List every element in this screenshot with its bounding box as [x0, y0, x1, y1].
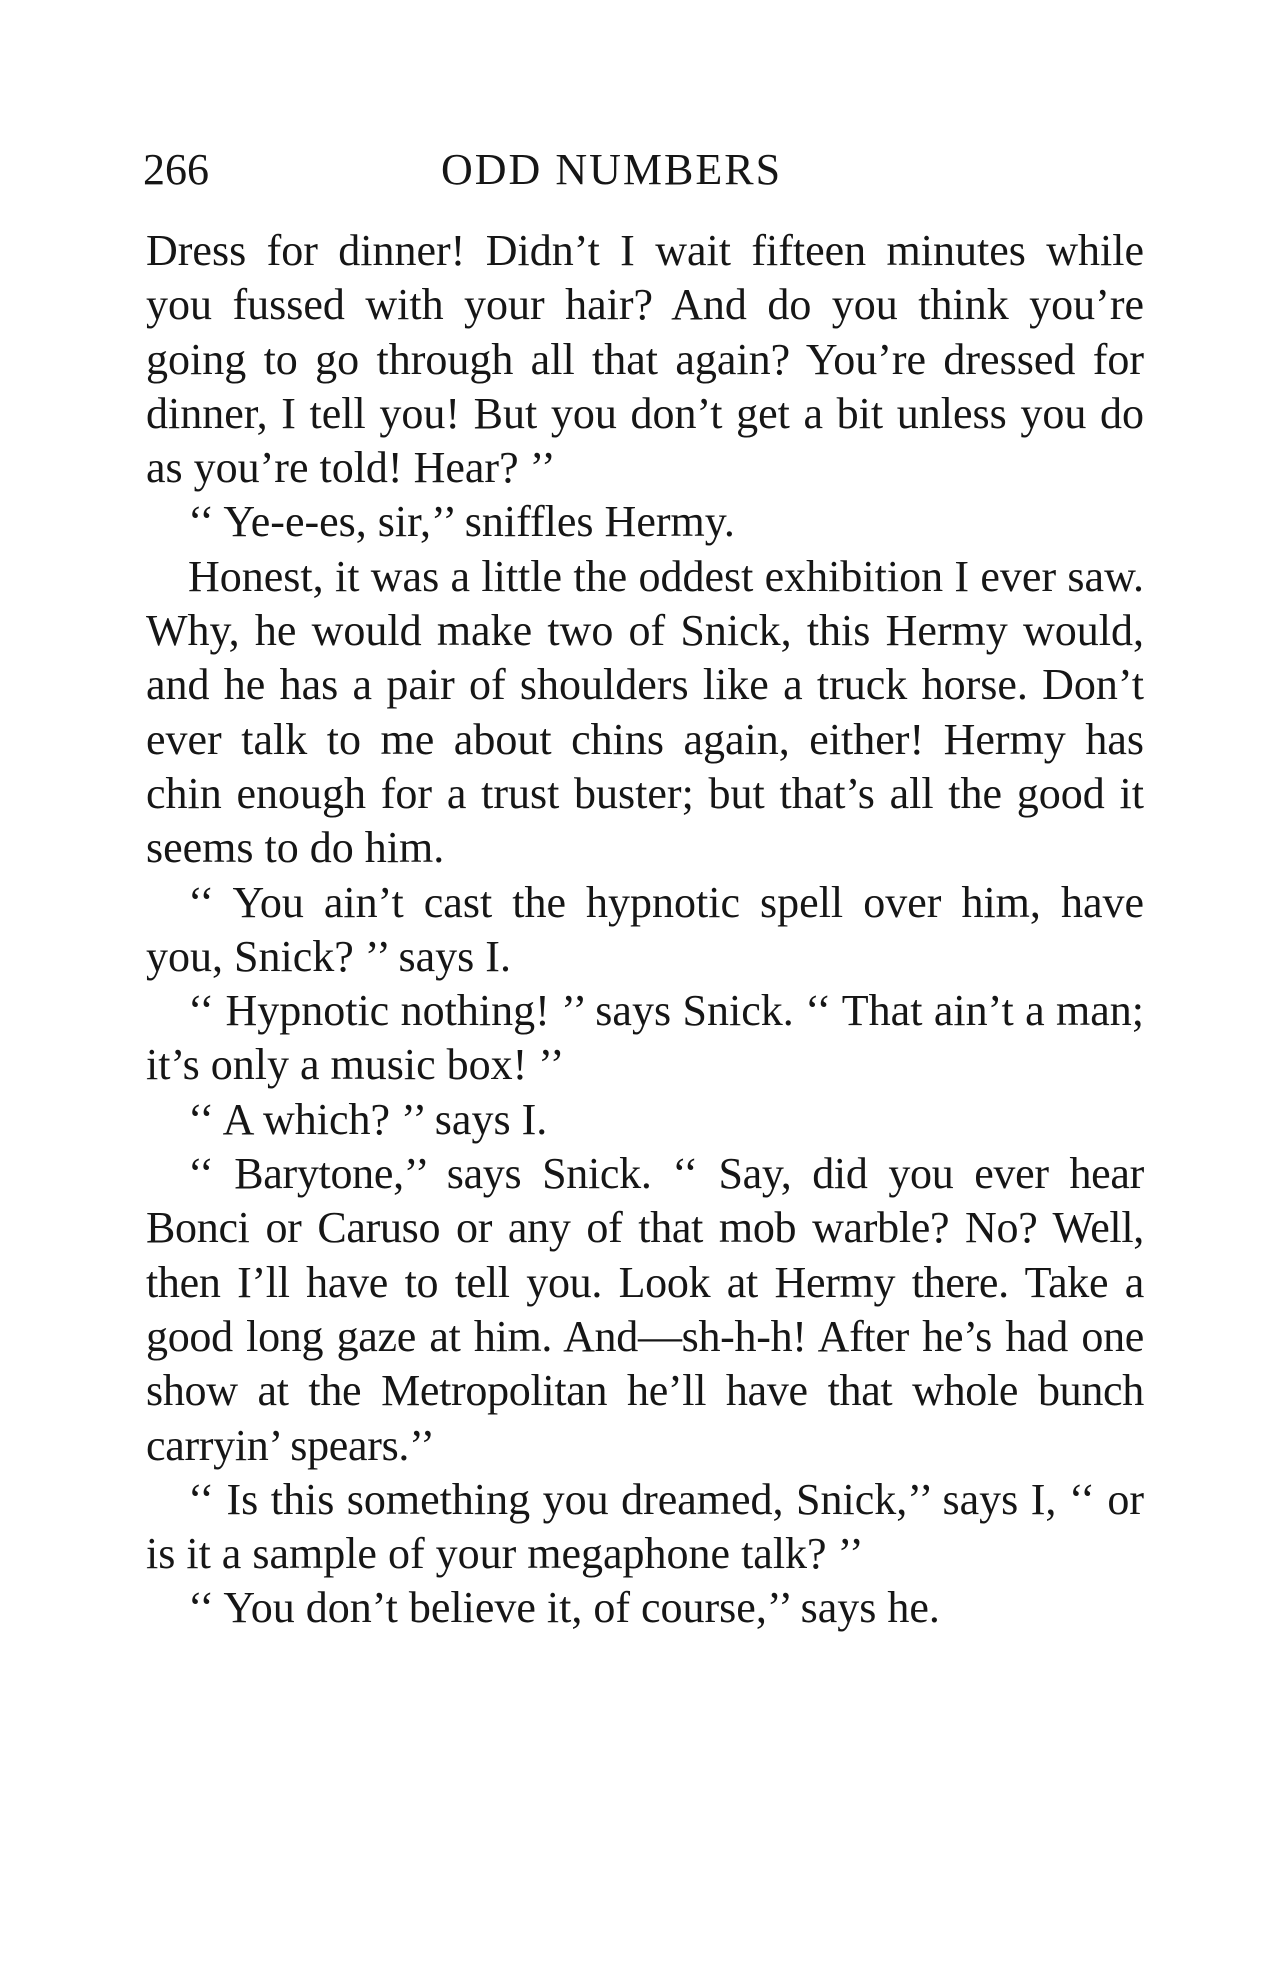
paragraph: ‘‘ Hypnotic nothing! ’’ says Snick. ‘‘ That ain’t a man; it’s only a music box! ’’ — [146, 986, 1144, 1090]
paragraph: ‘‘ Barytone,’’ says Snick. ‘‘ Say, did you ever hear Bonci or Caruso or any of that mob warble? No? Well, then I’ll have to tell you. Look at Hermy there. Take a good long gaze at him. And—sh-h-h! After he’s had one show at the Metropolitan he’ll have that whole bunch carryin’ spears.’’ — [146, 1149, 1144, 1470]
paragraph: ‘‘ A which? ’’ says I. — [188, 1094, 548, 1144]
paragraph: ‘‘ You don’t believe it, of course,’’ says he. — [188, 1583, 940, 1633]
paragraph: ‘‘ Is this something you dreamed, Snick,’’ says I, ‘‘ or is it a sample of your megaphone talk? ’’ — [146, 1474, 1144, 1579]
paragraph: ‘‘ Ye-e-es, sir,’’ sniffles Hermy. — [188, 497, 735, 547]
paragraph: Dress for dinner! Didn’t I wait fifteen minutes while you fussed with your hair? And do you think you’re going to go through all that again? You’re dressed for dinner, I tell you! But you don’t get a bit unless you do as you’re told! Hear? ’’ — [146, 226, 1144, 493]
running-title: ODD NUMBERS — [441, 145, 783, 194]
running-head — [143, 140, 1143, 200]
page-number: 266 — [143, 145, 209, 194]
paragraph: ‘‘ You ain’t cast the hypnotic spell over him, have you, Snick? ’’ says I. — [146, 877, 1144, 981]
paragraph: Honest, it was a little the oddest exhibition I ever saw. Why, he would make two of Snick, this Hermy would, and he has a pair of shoulders like a truck horse. Don’t ever talk to me about chins again, either! Hermy has chin enough for a trust buster; but that’s all the good it seems to do him. — [146, 551, 1144, 873]
body-text — [146, 224, 1144, 1636]
